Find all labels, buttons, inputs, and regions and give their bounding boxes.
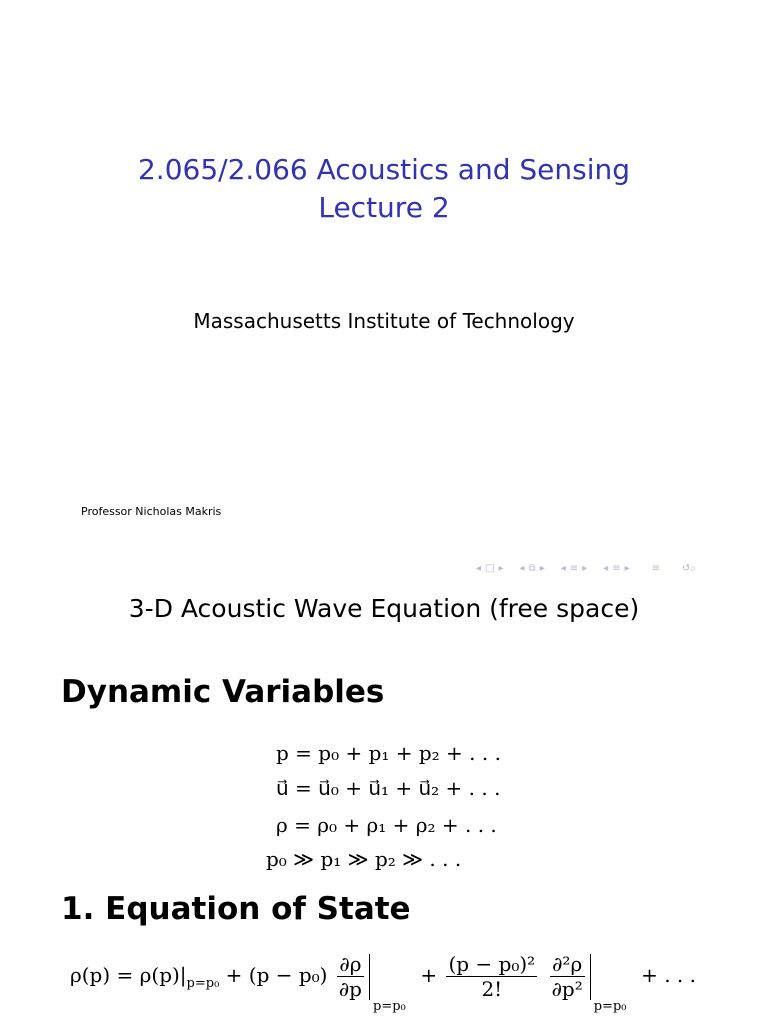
institution: Massachusetts Institute of Technology	[193, 309, 575, 333]
nav-section-icon[interactable]: ≡	[612, 562, 621, 574]
nav-left-arrow-icon[interactable]: ◂	[476, 562, 482, 574]
equation-u-expansion: u⃗ = u⃗₀ + u⃗₁ + u⃗₂ + . . .	[276, 776, 501, 800]
equation-taylor-expansion	[70, 952, 696, 1014]
nav-align-icon[interactable]: ≡	[651, 562, 661, 574]
section-dynamic-variables: Dynamic Variables	[61, 674, 385, 710]
eval-bar-2: p=p₀	[590, 954, 635, 1000]
ellipsis: + . . .	[641, 963, 696, 987]
first-derivative: $\frac{\partial\rho}{\partial p}$	[338, 952, 362, 1001]
nav-subsection-icon[interactable]: ⧉	[528, 562, 536, 574]
content-slide	[0, 580, 768, 1024]
professor-name: Professor Nicholas Makris	[81, 505, 222, 518]
nav-left-arrow-icon[interactable]: ◂	[603, 562, 609, 574]
nav-section-icon[interactable]: ≡	[569, 562, 579, 574]
nav-right-arrow-icon[interactable]: ▸	[582, 562, 588, 574]
second-derivative: $\frac{\text{∂²ρ}}{\text{∂p²}}$	[551, 952, 583, 1001]
nav-left-arrow-icon[interactable]: ◂	[560, 562, 566, 574]
nav-left-arrow-icon[interactable]: ◂	[519, 562, 525, 574]
frame-title: 3-D Acoustic Wave Equation (free space)	[128, 594, 640, 623]
nav-right-arrow-icon[interactable]: ▸	[498, 562, 504, 574]
nav-right-arrow-icon[interactable]: ▸	[624, 562, 630, 574]
nav-frame-icon[interactable]: □	[485, 562, 495, 574]
plus-sign: +	[420, 963, 438, 987]
section-equation-of-state: 1. Equation of State	[61, 891, 411, 927]
beamer-nav-bar	[476, 560, 696, 576]
nav-right-arrow-icon[interactable]: ▸	[539, 562, 545, 574]
taylor-lhs: ρ(p) = ρ(p)|	[70, 963, 187, 987]
lecture-number: Lecture 2	[318, 191, 450, 224]
nav-search-icon[interactable]: ↺⌕	[682, 562, 696, 574]
taylor-term1: + (p − p₀)	[225, 963, 328, 987]
eval-bar-1: p=p₀	[369, 954, 414, 1000]
lecture-title: 2.065/2.066 Acoustics and Sensing	[137, 153, 631, 186]
equation-rho-expansion: ρ = ρ₀ + ρ₁ + ρ₂ + . . .	[276, 813, 497, 837]
second-term-coefficient: $\frac{\text{(p − p₀)²}}{2!}$	[448, 952, 536, 1001]
taylor-subscript: p=p₀	[186, 976, 220, 991]
equation-ordering: p₀ ≫ p₁ ≫ p₂ ≫ . . .	[266, 847, 462, 871]
equation-p-expansion: p = p₀ + p₁ + p₂ + . . .	[276, 741, 501, 765]
